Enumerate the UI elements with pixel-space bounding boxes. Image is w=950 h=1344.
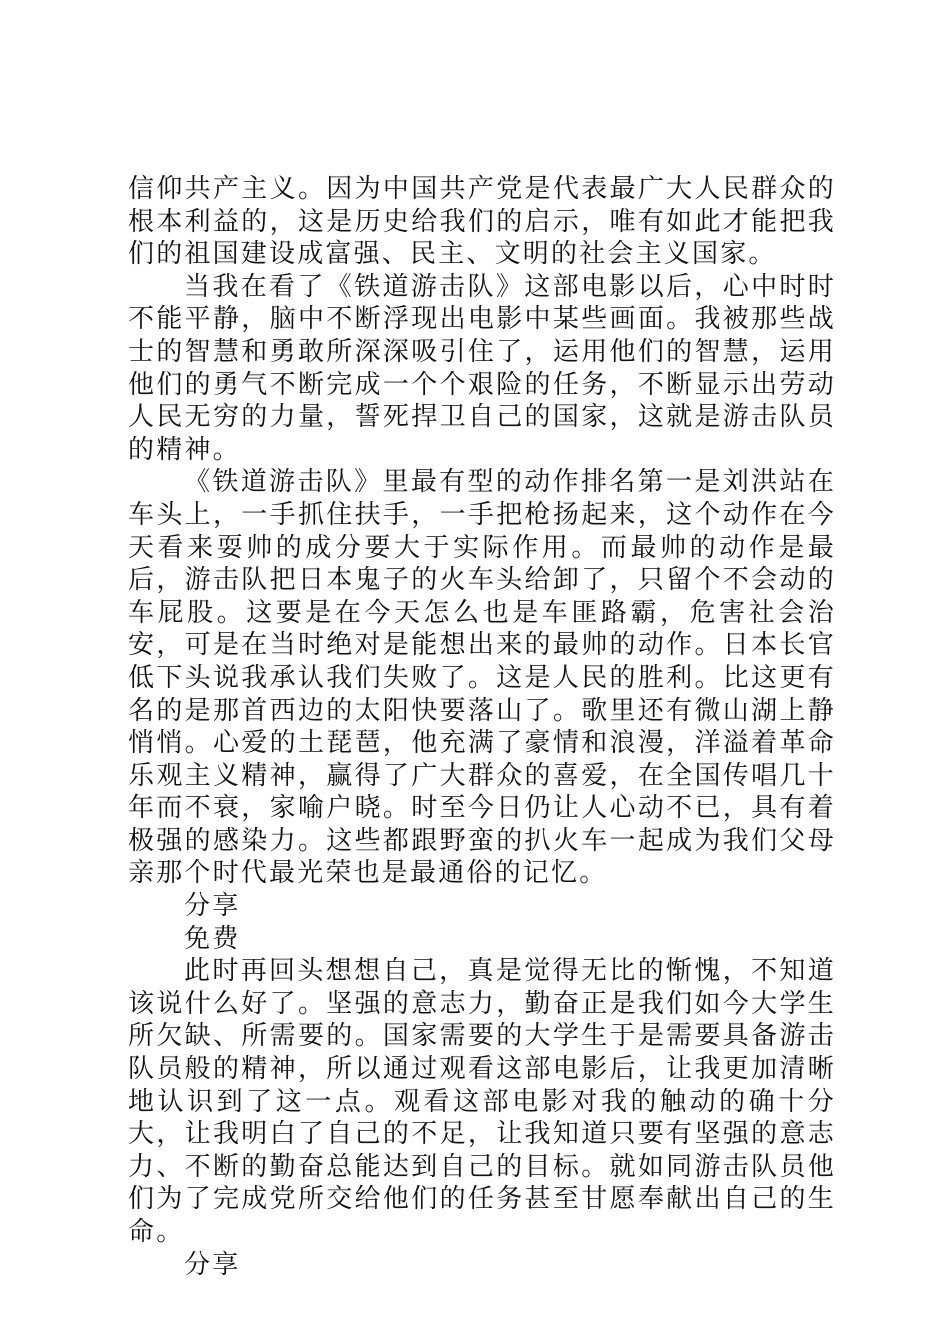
free-label: 免费: [184, 923, 241, 954]
paragraph-4: 此时再回头想想自己，真是觉得无比的惭愧，不知道该说什么好了。坚强的意志力，勤奋正是我们如今大学生所欠缺、所需要的。国家需要的大学生于是需要具备游击队员般的精神，所以通过观看这部电影后，让我更加清晰地认识到了这一点。观看这部电影对我的触动的确十分大，让我明白了自己的不足，让我知道只要有坚强的意志力、不断的勤奋总能达到自己的目标。就如同游击队员他们为了完成党所交给他们的任务甚至甘愿奉献出自己的生命。: [128, 956, 836, 1247]
paragraph-3: 《铁道游击队》里最有型的动作排名第一是刘洪站在车头上，一手抓住扶手，一手把枪扬起来，这个动作在今天看来耍帅的成分要大于实际作用。而最帅的动作是最后，游击队把日本鬼子的火车头给卸了，只留个不会动的车屁股。这要是在今天怎么也是车匪路霸，危害社会治安，可是在当时绝对是能想出来的最帅的动作。日本长官低下头说我承认我们失败了。这是人民的胜利。比这更有名的是那首西边的太阳快要落山了。歌里还有微山湖上静悄悄。心爱的土琵琶，他充满了豪情和浪漫，洋溢着革命乐观主义精神，赢得了广大群众的喜爱，在全国传唱几十年而不衰，家喻户晓。时至今日仍让人心动不已，具有着极强的感染力。这些都跟野蛮的扒火车一起成为我们父母亲那个时代最光荣也是最通俗的记忆。: [128, 467, 836, 889]
share-label-1: 分享: [184, 891, 241, 922]
document-body: [128, 173, 836, 1281]
share-label-2: 分享: [184, 1249, 241, 1280]
paragraph-1: 信仰共产主义。因为中国共产党是代表最广大人民群众的根本利益的，这是历史给我们的启示，唯有如此才能把我们的祖国建设成富强、民主、文明的社会主义国家。: [128, 174, 836, 270]
paragraph-2: 当我在看了《铁道游击队》这部电影以后，心中时时不能平静，脑中不断浮现出电影中某些画面。我被那些战士的智慧和勇敢所深深吸引住了，运用他们的智慧，运用他们的勇气不断完成一个个艰险的任务，不断显示出劳动人民无穷的力量，誓死捍卫自己的国家，这就是游击队员的精神。: [128, 271, 836, 465]
